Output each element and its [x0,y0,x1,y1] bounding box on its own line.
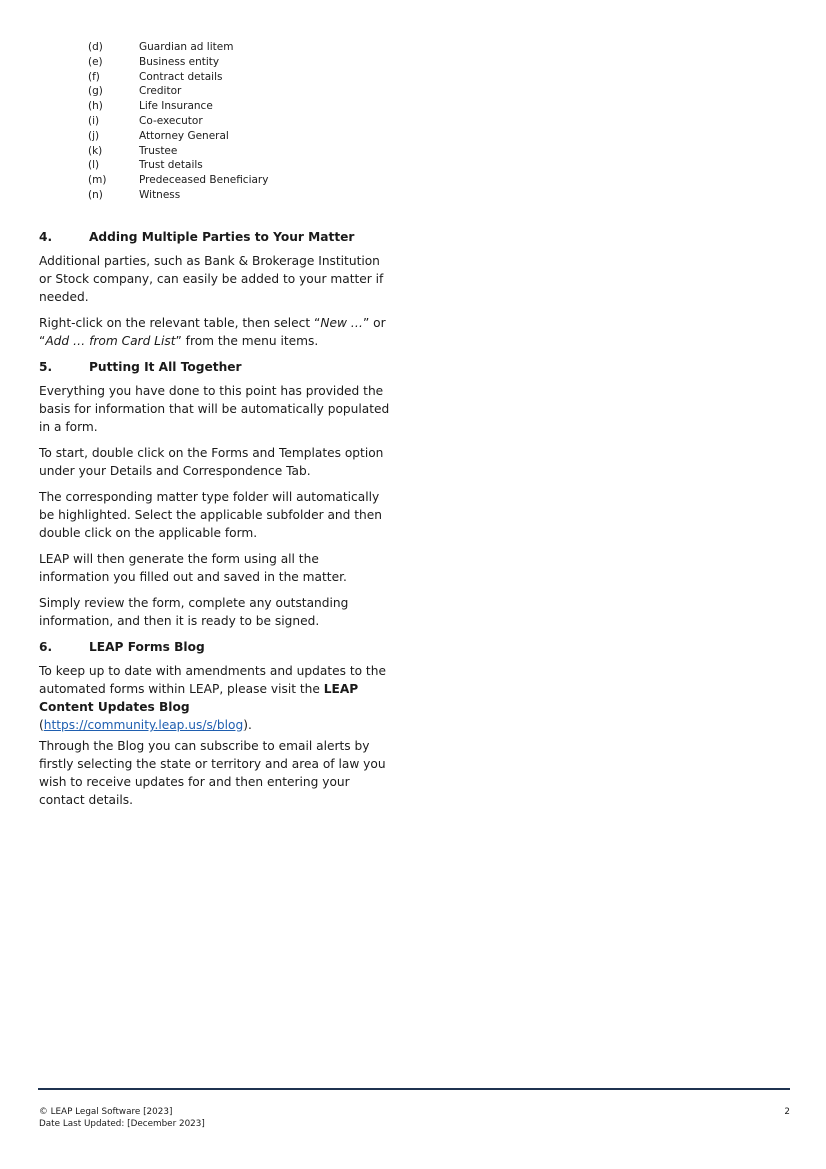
list-item-text: Co-executor [139,114,203,127]
blog-name: LEAP Content Updates Blog [39,682,359,714]
section-number: 4. [39,230,53,244]
list-item [88,55,268,70]
text-run: Right-click on the relevant table, then select “ [39,316,321,330]
sub-list [88,40,268,203]
list-item-letter: (i) [88,114,100,127]
list-item [88,114,268,129]
list-item [88,40,268,55]
section-number: 6. [39,640,53,654]
list-item-letter: (k) [88,144,103,157]
section-number: 5. [39,360,53,374]
text-run: ” or “ [39,316,386,348]
page-number: 2 [784,1107,790,1117]
section-6-paragraph [39,662,391,734]
section-title: LEAP Forms Blog [89,640,205,654]
section-5-paragraph: To start, double click on the Forms and Templates option under your Details and Correspondence Tab. [39,446,384,478]
list-item-text: Witness [139,188,181,201]
list-item [88,188,268,203]
text-run: ” from the menu items. [175,334,319,348]
list-item-letter: (m) [88,174,107,187]
section-title: Putting It All Together [89,360,242,374]
list-item-letter: (e) [88,55,103,68]
menu-item-new: New … [320,316,363,330]
list-item-letter: (n) [88,188,103,201]
section-5-heading [39,358,391,376]
blog-link[interactable]: https://community.leap.us/s/blog [43,718,244,732]
section-5-paragraph: Everything you have done to this point has provided the basis for information that will be automatically populated in a form. [39,384,390,434]
text-run: ). [243,718,252,732]
text-run: ( [39,718,44,732]
section-5-paragraph: LEAP will then generate the form using all the information you filled out and saved in the matter. [39,552,347,584]
list-item-letter: (g) [88,85,103,98]
list-item-text: Attorney General [139,129,229,142]
list-item-letter: (f) [88,70,100,83]
page-footer [39,1106,790,1130]
section-6-heading [39,638,391,656]
list-item-text: Creditor [139,85,182,98]
menu-item-add-from-card-list: Add … from Card List [45,334,176,348]
list-item-letter: (l) [88,159,100,172]
list-item [88,158,268,173]
section-4-paragraph [39,314,391,350]
footer-divider [38,1088,790,1090]
section-5-paragraph: The corresponding matter type folder will automatically be highlighted. Select the applicable subfolder and then double click on the applicable form. [39,490,382,540]
list-item [88,99,268,114]
list-item-text: Trust details [139,159,203,172]
main-content [39,228,391,817]
section-title: Adding Multiple Parties to Your Matter [89,230,355,244]
list-item-text: Predeceased Beneficiary [139,174,269,187]
list-item-text: Life Insurance [139,100,213,113]
list-item-text: Trustee [139,144,178,157]
list-item-text: Guardian ad litem [139,41,234,53]
last-updated-text: Date Last Updated: [December 2023] [39,1119,205,1129]
list-item [88,84,268,99]
section-4-paragraph: Additional parties, such as Bank & Brokerage Institution or Stock company, can easily be added to your matter if needed. [39,254,384,304]
list-item-letter: (h) [88,100,103,113]
section-6-paragraph: Through the Blog you can subscribe to email alerts by firstly selecting the state or territory and area of law you wish to receive updates for and then entering your contact details. [39,739,386,807]
list-item [88,70,268,85]
list-item [88,129,268,144]
list-item-letter: (j) [88,129,100,142]
list-item-letter: (d) [88,41,103,53]
copyright-text: © LEAP Legal Software [2023] [39,1107,173,1117]
list-item [88,173,268,188]
section-4-heading [39,228,391,246]
list-item [88,144,268,159]
text-run: To keep up to date with amendments and updates to the automated forms within LEAP, please visit the [39,664,386,696]
section-5-paragraph: Simply review the form, complete any outstanding information, and then it is ready to be signed. [39,596,349,628]
list-item-text: Contract details [139,70,223,83]
list-item-text: Business entity [139,55,220,68]
